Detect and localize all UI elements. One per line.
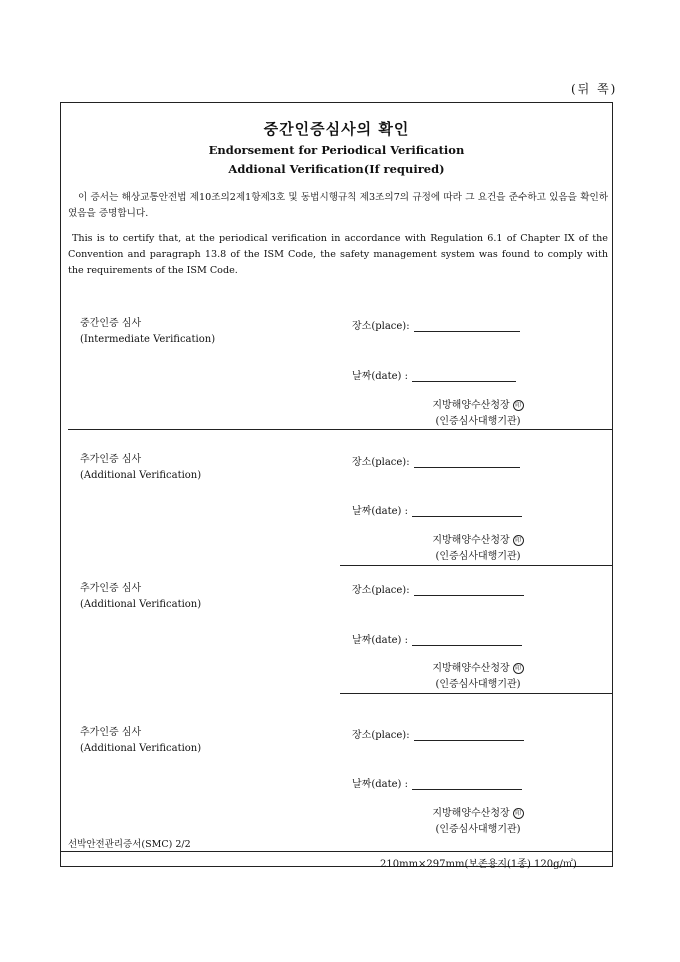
place-label: 장소(place): <box>352 585 410 596</box>
section-divider <box>340 565 613 566</box>
english-statement: This is to certify that, at the periodical verification in accordance with Regulation 6.1 of Chapter IX of the Convention and paragraph 13.8 of the ISM Code, the safety management system was found to comply with the requirements of the ISM Code. <box>68 233 608 276</box>
signer-subtitle: (인증심사대행기관) <box>435 824 521 835</box>
date-field[interactable] <box>352 631 522 646</box>
section-label-ko: 중간인증 심사 <box>80 318 142 329</box>
document-name: 선박안전관리증서(SMC) 2/2 <box>68 839 191 850</box>
footer-divider <box>60 851 613 852</box>
date-label: 날짜(date) : <box>352 506 408 517</box>
place-label: 장소(place): <box>352 730 410 741</box>
title-english-line2: Addional Verification(If required) <box>228 162 445 176</box>
signer-subtitle: (인증심사대행기관) <box>435 416 521 427</box>
date-field[interactable] <box>352 775 522 790</box>
back-side-label: (뒤 쪽) <box>571 82 618 96</box>
seal-icon: 印 <box>513 663 524 674</box>
place-field[interactable] <box>352 726 524 741</box>
date-field[interactable] <box>352 367 516 382</box>
seal-icon: 印 <box>513 808 524 819</box>
title-korean: 중간인증심사의 확인 <box>263 120 410 138</box>
place-field[interactable] <box>352 581 524 596</box>
place-label: 장소(place): <box>352 321 410 332</box>
signer-title: 지방해양수산청장 <box>432 808 510 819</box>
title-english-line1: Endorsement for Periodical Verification <box>208 143 465 157</box>
signer-block <box>418 533 538 565</box>
place-field[interactable] <box>352 317 520 332</box>
signer-title: 지방해양수산청장 <box>432 535 510 546</box>
section-label-en: (Intermediate Verification) <box>80 334 216 345</box>
signer-block <box>418 661 538 693</box>
date-label: 날짜(date) : <box>352 635 408 646</box>
seal-icon: 印 <box>513 400 524 411</box>
date-input-line[interactable] <box>412 504 522 517</box>
date-field[interactable] <box>352 502 522 517</box>
date-label: 날짜(date) : <box>352 371 408 382</box>
signer-subtitle: (인증심사대행기관) <box>435 551 521 562</box>
section-label-ko: 추가인증 심사 <box>80 727 142 738</box>
place-input-line[interactable] <box>414 319 520 332</box>
section-label-en: (Additional Verification) <box>80 470 202 481</box>
date-input-line[interactable] <box>412 369 516 382</box>
seal-icon: 印 <box>513 535 524 546</box>
korean-statement: 이 증서는 해상교통안전법 제10조의2제1항제3호 및 동법시행규칙 제3조의7의 규정에 따라 그 요건을 준수하고 있음을 확인하였음을 증명합니다. <box>68 192 608 219</box>
paper-spec: 210mm×297mm(보존용지(1종) 120g/㎡) <box>380 859 577 870</box>
place-input-line[interactable] <box>414 583 524 596</box>
section-label-ko: 추가인증 심사 <box>80 583 142 594</box>
section-label-ko: 추가인증 심사 <box>80 454 142 465</box>
place-field[interactable] <box>352 453 520 468</box>
section-label-en: (Additional Verification) <box>80 599 202 610</box>
place-input-line[interactable] <box>414 455 520 468</box>
signer-block <box>418 398 538 430</box>
section-divider <box>68 429 613 430</box>
date-label: 날짜(date) : <box>352 779 408 790</box>
section-divider <box>340 693 613 694</box>
signer-subtitle: (인증심사대행기관) <box>435 679 521 690</box>
section-label-en: (Additional Verification) <box>80 743 202 754</box>
place-label: 장소(place): <box>352 457 410 468</box>
signer-block <box>418 806 538 838</box>
place-input-line[interactable] <box>414 728 524 741</box>
signer-title: 지방해양수산청장 <box>432 663 510 674</box>
date-input-line[interactable] <box>412 777 522 790</box>
date-input-line[interactable] <box>412 633 522 646</box>
signer-title: 지방해양수산청장 <box>432 400 510 411</box>
